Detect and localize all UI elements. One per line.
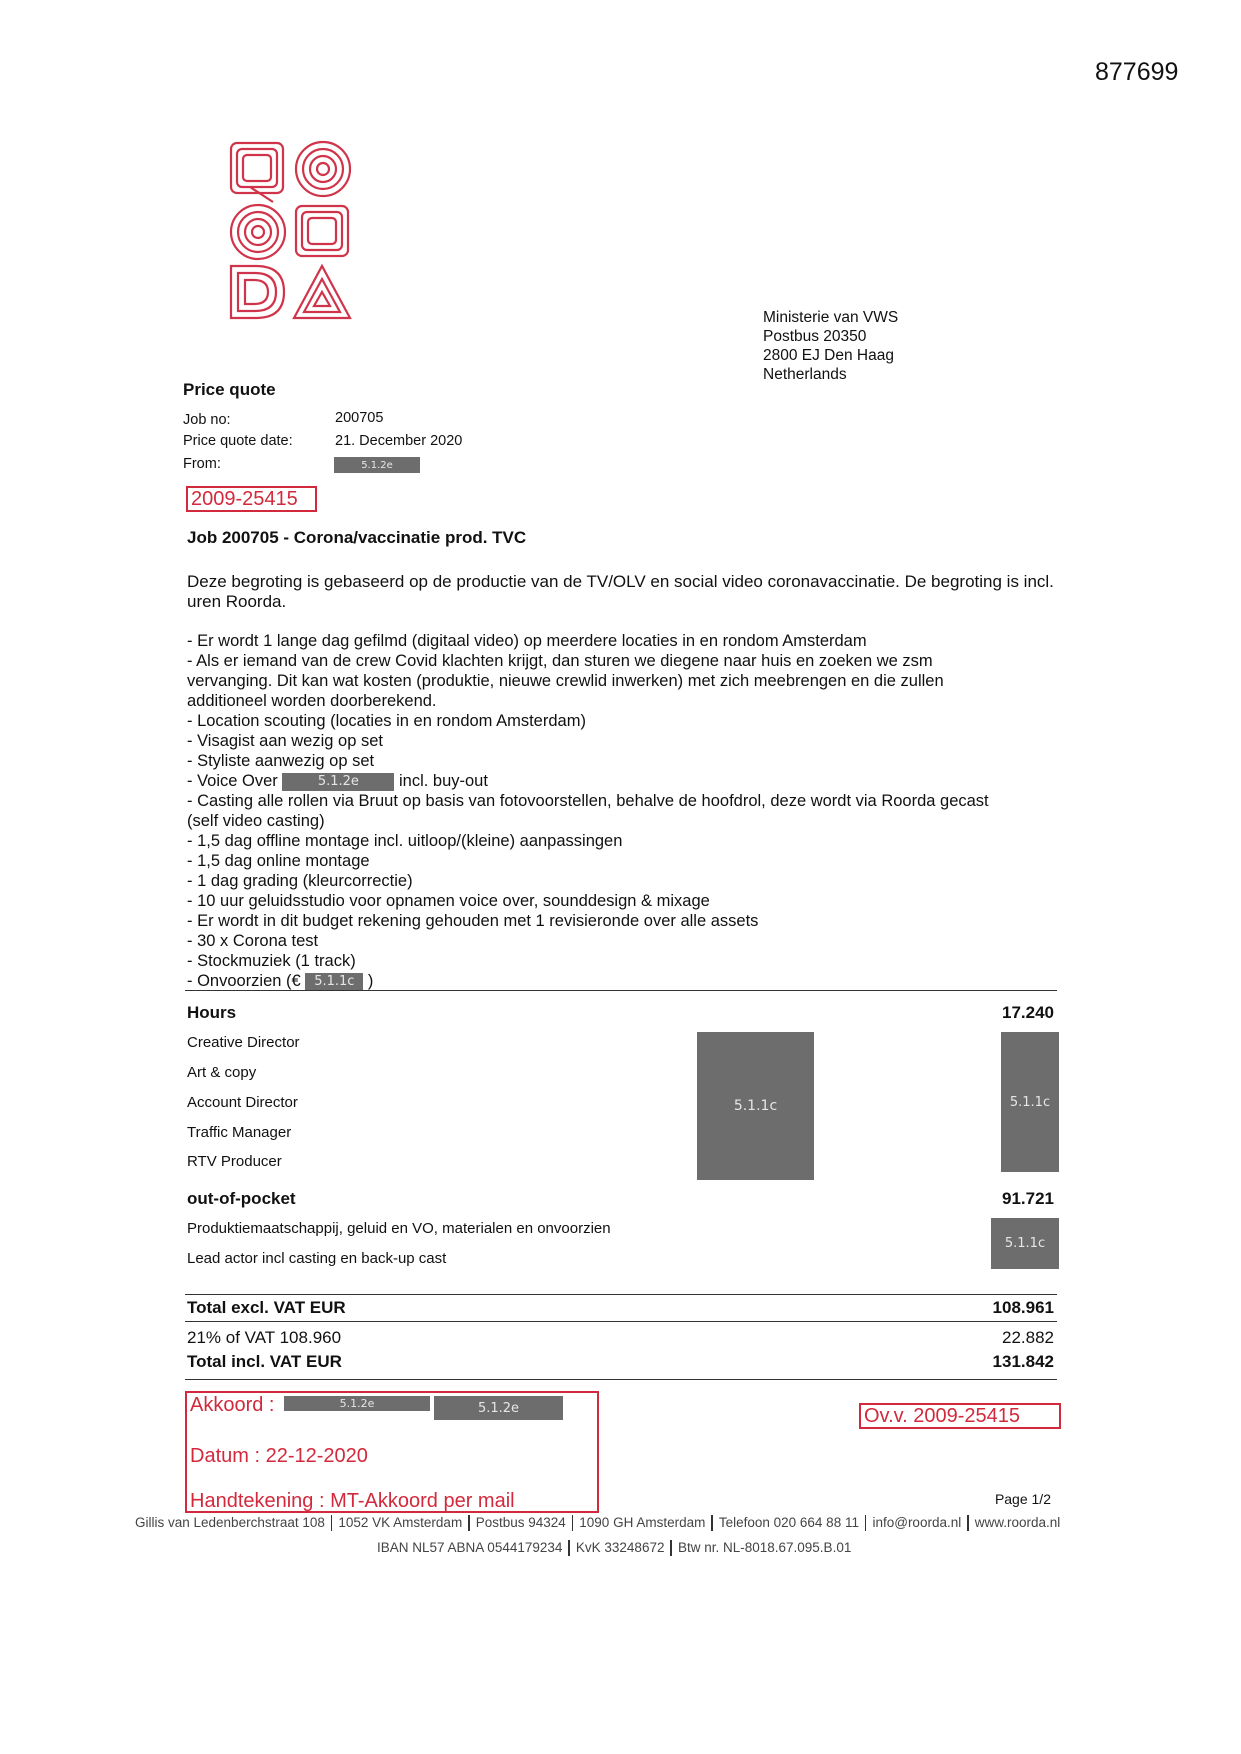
list-item: vervanging. Dit kan wat kosten (produktie, nieuwe crewlid inwerken) met zich meebrengen en die zullen (187, 672, 944, 690)
from-label: From: (183, 456, 221, 472)
akkoord-redaction: 5.1.2e (284, 1396, 430, 1411)
onvoorzien-redaction: 5.1.1c (305, 973, 363, 991)
list-item: - Styliste aanwezig op set (187, 752, 375, 770)
footer-address-line (135, 1515, 1060, 1531)
from-redaction: 5.1.2e (334, 457, 420, 473)
list-item-onvoorzien (187, 971, 1067, 991)
hours-title: Hours (187, 1003, 237, 1022)
footer-separator (865, 1515, 867, 1531)
approval-stamp (185, 1391, 599, 1513)
job-title: Job 200705 - Corona/vaccinatie prod. TVC (187, 528, 527, 547)
list-item: - 10 uur geluidsstudio voor opnamen voice over, sounddesign & mixage (187, 892, 710, 910)
footer-separator (711, 1515, 713, 1531)
voice-over-redaction: 5.1.2e (282, 773, 394, 791)
total-incl-value: 131.842 (992, 1352, 1054, 1371)
list-item-voice-over (187, 771, 1067, 791)
hours-redaction-right: 5.1.1c (1001, 1032, 1059, 1172)
role-rtv-producer: RTV Producer (187, 1153, 282, 1170)
out-of-pocket-line: Produktiemaatschappij, geluid en VO, materialen en onvoorzien (187, 1220, 611, 1237)
logo-graphic (228, 140, 354, 320)
hours-redaction-left: 5.1.1c (697, 1032, 814, 1180)
list-item: - 1,5 dag online montage (187, 852, 370, 870)
out-of-pocket-redaction: 5.1.1c (991, 1218, 1059, 1269)
list-item: - 30 x Corona test (187, 932, 319, 950)
divider (185, 1379, 1057, 1380)
job-no-value: 200705 (335, 410, 384, 426)
recipient-line: 2800 EJ Den Haag (763, 347, 894, 364)
price-quote-title: Price quote (183, 380, 276, 399)
list-item: - Casting alle rollen via Bruut op basis van fotovoorstellen, behalve de hoofdrol, deze wordt via Roorda gecast (187, 792, 989, 810)
footer-separator (967, 1515, 969, 1531)
vat-label: 21% of VAT 108.960 (187, 1328, 342, 1347)
footer-bank-line (377, 1540, 851, 1556)
role-creative-director: Creative Director (187, 1034, 300, 1051)
recipient-line: Ministerie van VWS (763, 309, 899, 326)
list-item: - 1,5 dag offline montage incl. uitloop/(kleine) aanpassingen (187, 832, 623, 850)
vat-value: 22.882 (1002, 1328, 1054, 1347)
footer-item: 1090 GH Amsterdam (579, 1515, 706, 1530)
scope-list (187, 631, 1067, 991)
recipient-line: Postbus 20350 (763, 328, 867, 345)
footer-item: IBAN NL57 ABNA 0544179234 (377, 1540, 563, 1555)
handtekening-line: Handtekening : MT-Akkoord per mail (190, 1490, 515, 1512)
footer-separator (572, 1515, 574, 1531)
voice-over-prefix: - Voice Over (187, 772, 278, 790)
footer-email-link[interactable]: info@roorda.nl (872, 1515, 962, 1530)
list-item: - Er wordt 1 lange dag gefilmd (digitaal video) op meerdere locaties in en rondom Amsterdam (187, 632, 867, 650)
list-item: - Visagist aan wezig op set (187, 732, 383, 750)
out-of-pocket-title: out-of-pocket (187, 1189, 296, 1208)
footer-item: Postbus 94324 (475, 1515, 566, 1530)
footer-item: 1052 VK Amsterdam (338, 1515, 463, 1530)
divider (185, 990, 1057, 991)
recipient-address (763, 308, 898, 384)
footer-separator (670, 1540, 672, 1556)
list-item: additioneel worden doorberekend. (187, 692, 437, 710)
roorda-logo (228, 140, 354, 320)
document-number: 877699 (1095, 58, 1179, 86)
akkoord-label: Akkoord : (190, 1394, 275, 1416)
role-account-director: Account Director (187, 1094, 298, 1111)
page-number: Page 1/2 (994, 1491, 1051, 1507)
datum-line: Datum : 22-12-2020 (190, 1445, 368, 1467)
total-excl-label: Total excl. VAT EUR (187, 1298, 346, 1317)
footer-item: Btw nr. NL-8018.67.095.B.01 (677, 1540, 852, 1555)
out-of-pocket-line: Lead actor incl casting en back-up cast (187, 1250, 447, 1267)
footer-item: Telefoon 020 664 88 11 (718, 1515, 859, 1530)
footer-separator (568, 1540, 570, 1556)
role-traffic-manager: Traffic Manager (187, 1124, 292, 1141)
total-excl-value: 108.961 (992, 1298, 1054, 1317)
onvoorzien-prefix: - Onvoorzien (€ (187, 972, 301, 990)
out-of-pocket-total: 91.721 (1002, 1189, 1054, 1208)
voice-over-suffix: incl. buy-out (398, 772, 488, 790)
hours-total: 17.240 (1002, 1003, 1054, 1022)
list-item: - Als er iemand van de crew Covid klachten krijgt, dan sturen we diegene naar huis en zoeken we zsm (187, 652, 933, 670)
job-no-label: Job no: (183, 412, 231, 428)
recipient-line: Netherlands (763, 366, 847, 383)
list-item: - Stockmuziek (1 track) (187, 952, 356, 970)
intro-paragraph: Deze begroting is gebaseerd op de productie van de TV/OLV en social video coronavaccinatie. De begroting is incl. uren Roorda. (187, 572, 1054, 611)
onvoorzien-suffix: ) (367, 972, 374, 990)
quote-date-value: 21. December 2020 (335, 433, 463, 449)
role-art-copy: Art & copy (187, 1064, 257, 1081)
footer-separator (468, 1515, 470, 1531)
footer-separator (331, 1515, 333, 1531)
list-item: (self video casting) (187, 812, 325, 830)
footer-item: Gillis van Ledenberchstraat 108 (135, 1515, 325, 1530)
footer-item: KvK 33248672 (575, 1540, 665, 1555)
total-incl-label: Total incl. VAT EUR (187, 1352, 342, 1371)
divider (185, 1294, 1057, 1295)
list-item: - 1 dag grading (kleurcorrectie) (187, 872, 413, 890)
akkoord-redaction: 5.1.2e (434, 1396, 563, 1420)
footer-website-link[interactable]: www.roorda.nl (974, 1515, 1061, 1530)
reference-stamp: 2009-25415 (186, 486, 317, 512)
quote-date-label: Price quote date: (183, 433, 293, 449)
list-item: - Er wordt in dit budget rekening gehouden met 1 revisieronde over alle assets (187, 912, 759, 930)
divider (185, 1321, 1057, 1322)
ovv-stamp: Ov.v. 2009-25415 (859, 1403, 1061, 1429)
list-item: - Location scouting (locaties in en rondom Amsterdam) (187, 712, 586, 730)
